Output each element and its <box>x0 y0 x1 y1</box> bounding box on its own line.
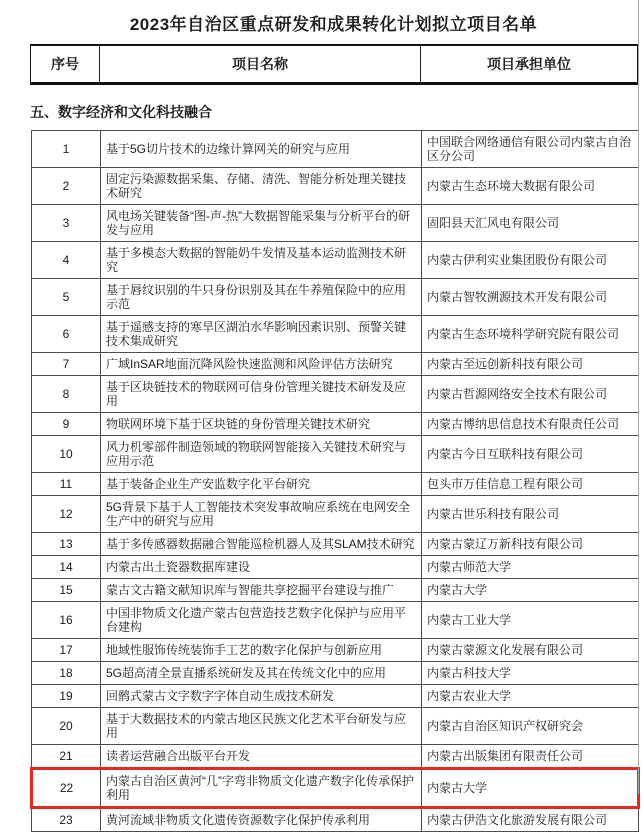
project-org-cell: 内蒙古蒙源文化发展有限公司 <box>422 639 639 662</box>
column-header-org: 项目承担单位 <box>421 45 638 84</box>
project-org-cell: 内蒙古农业大学 <box>422 685 639 708</box>
table-row <box>32 168 639 205</box>
row-number-cell: 21 <box>32 745 101 769</box>
table-row <box>32 708 639 745</box>
table-row <box>32 436 639 473</box>
row-number-cell: 17 <box>32 639 101 662</box>
project-name-cell: 地域性服饰传统装饰手工艺的数字化保护与创新应用 <box>101 639 422 662</box>
row-number-cell: 9 <box>32 413 101 436</box>
project-name-cell: 5G超高清全景直播系统研发及其在传统文化中的应用 <box>101 662 422 685</box>
table-row <box>32 131 639 168</box>
table-row <box>32 579 639 602</box>
project-name-cell: 基于多模态大数据的智能奶牛发情及基本运动监测技术研究 <box>101 242 422 279</box>
table-row <box>32 376 639 413</box>
project-org-cell: 内蒙古蒙辽万新科技有限公司 <box>422 533 639 556</box>
column-header-no: 序号 <box>31 45 100 84</box>
project-name-cell: 基于多传感器数据融合智能巡检机器人及其SLAM技术研究 <box>101 533 422 556</box>
project-org-cell: 内蒙古至远创新科技有限公司 <box>422 353 639 376</box>
project-name-cell: 基于装备企业生产安监数字化平台研究 <box>101 473 422 496</box>
table-header <box>30 44 638 85</box>
project-name-cell: 基于5G切片技术的边缘计算网关的研究与应用 <box>101 131 422 168</box>
project-org-cell: 内蒙古伊利实业集团股份有限公司 <box>422 242 639 279</box>
project-org-cell: 固阳县天汇风电有限公司 <box>422 205 639 242</box>
project-name-cell: 基于唇纹识别的牛只身份识别及其在牛养殖保险中的应用示范 <box>101 279 422 316</box>
project-name-cell: 风电场关键装备“图-声-热”大数据智能采集与分析平台的研发与应用 <box>101 205 422 242</box>
project-name-cell: 基于区块链技术的物联网可信身份管理关键技术研发及应用 <box>101 376 422 413</box>
row-number-cell: 12 <box>32 496 101 533</box>
row-number-cell: 18 <box>32 662 101 685</box>
project-table <box>30 130 640 832</box>
row-number-cell: 23 <box>32 808 101 832</box>
project-name-cell: 中国非物质文化遗产蒙古包营造技艺数字化保护与应用平台建构 <box>101 602 422 639</box>
table-row <box>32 205 639 242</box>
row-number-cell: 5 <box>32 279 101 316</box>
table-row <box>32 473 639 496</box>
project-name-cell: 蒙古文古籍文献知识库与智能共享挖掘平台建设与推广 <box>101 579 422 602</box>
project-name-cell: 物联网环境下基于区块链的身份管理关键技术研究 <box>101 413 422 436</box>
table-row <box>32 662 639 685</box>
table-row <box>32 316 639 353</box>
project-name-cell: 基于大数据技术的内蒙古地区民族文化艺术平台研发与应用 <box>101 708 422 745</box>
table-row <box>32 353 639 376</box>
project-name-cell: 内蒙古自治区黄河“几”字弯非物质文化遗产数字化传承保护利用 <box>101 769 422 808</box>
row-number-cell: 2 <box>32 168 101 205</box>
project-org-cell: 内蒙古生态环境科学研究院有限公司 <box>422 316 639 353</box>
project-org-cell: 包头市万佳信息工程有限公司 <box>422 473 639 496</box>
project-org-cell: 内蒙古自治区知识产权研究会 <box>422 708 639 745</box>
project-org-cell: 内蒙古伊浩文化旅游发展有限公司 <box>422 808 639 832</box>
row-number-cell: 8 <box>32 376 101 413</box>
section-heading: 五、数字经济和文化科技融合 <box>30 104 212 120</box>
table-row <box>32 413 639 436</box>
project-org-cell: 内蒙古大学 <box>422 579 639 602</box>
project-org-cell: 内蒙古出版集团有限责任公司 <box>422 745 639 769</box>
table-row <box>32 279 639 316</box>
project-name-cell: 风力机零部件制造领域的物联网智能接入关键技术研究与应用示范 <box>101 436 422 473</box>
table-row-highlighted <box>32 769 639 808</box>
project-org-cell: 内蒙古博纳思信息技术有限责任公司 <box>422 413 639 436</box>
row-number-cell: 16 <box>32 602 101 639</box>
row-number-cell: 3 <box>32 205 101 242</box>
row-number-cell: 10 <box>32 436 101 473</box>
column-header-name: 项目名称 <box>100 45 421 84</box>
project-org-cell: 内蒙古科技大学 <box>422 662 639 685</box>
project-name-cell: 回鹘式蒙古文字数字字体自动生成技术研发 <box>101 685 422 708</box>
table-row <box>32 556 639 579</box>
row-number-cell: 7 <box>32 353 101 376</box>
project-org-cell: 内蒙古智牧溯源技术开发有限公司 <box>422 279 639 316</box>
table-row <box>32 533 639 556</box>
table-row <box>32 685 639 708</box>
table-row <box>32 602 639 639</box>
table-row <box>32 808 639 832</box>
project-name-cell: 固定污染源数据采集、存储、清洗、智能分析处理关键技术研究 <box>101 168 422 205</box>
project-org-cell: 内蒙古哲源网络安全技术有限公司 <box>422 376 639 413</box>
table-row <box>32 496 639 533</box>
project-org-cell: 内蒙古工业大学 <box>422 602 639 639</box>
row-number-cell: 14 <box>32 556 101 579</box>
row-number-cell: 4 <box>32 242 101 279</box>
project-org-cell: 内蒙古世乐科技有限公司 <box>422 496 639 533</box>
project-org-cell: 内蒙古大学 <box>422 769 639 808</box>
project-org-cell: 内蒙古师范大学 <box>422 556 639 579</box>
page-title: 2023年自治区重点研发和成果转化计划拟立项目名单 <box>129 15 538 34</box>
table-row <box>32 745 639 769</box>
project-name-cell: 黄河流域非物质文化遗传资源数字化保护传承利用 <box>101 808 422 832</box>
header-row <box>31 45 638 84</box>
table-row <box>32 242 639 279</box>
row-number-cell: 20 <box>32 708 101 745</box>
page-edge-line <box>638 0 639 794</box>
project-name-cell: 5G背景下基于人工智能技术突发事故响应系统在电网安全生产中的研究与应用 <box>101 496 422 533</box>
row-number-cell: 22 <box>32 769 101 808</box>
row-number-cell: 1 <box>32 131 101 168</box>
project-org-cell: 内蒙古生态环境大数据有限公司 <box>422 168 639 205</box>
project-name-cell: 读者运营融合出版平台开发 <box>101 745 422 769</box>
project-org-cell: 中国联合网络通信有限公司内蒙古自治区分公司 <box>422 131 639 168</box>
row-number-cell: 13 <box>32 533 101 556</box>
project-name-cell: 基于遥感支持的寒旱区湖泊水华影响因素识别、预警关键技术集成研究 <box>101 316 422 353</box>
row-number-cell: 19 <box>32 685 101 708</box>
project-name-cell: 内蒙古出土瓷器数据库建设 <box>101 556 422 579</box>
project-org-cell: 内蒙古今日互联科技有限公司 <box>422 436 639 473</box>
table-row <box>32 639 639 662</box>
project-name-cell: 广域InSAR地面沉降风险快速监测和风险评估方法研究 <box>101 353 422 376</box>
row-number-cell: 6 <box>32 316 101 353</box>
row-number-cell: 15 <box>32 579 101 602</box>
row-number-cell: 11 <box>32 473 101 496</box>
